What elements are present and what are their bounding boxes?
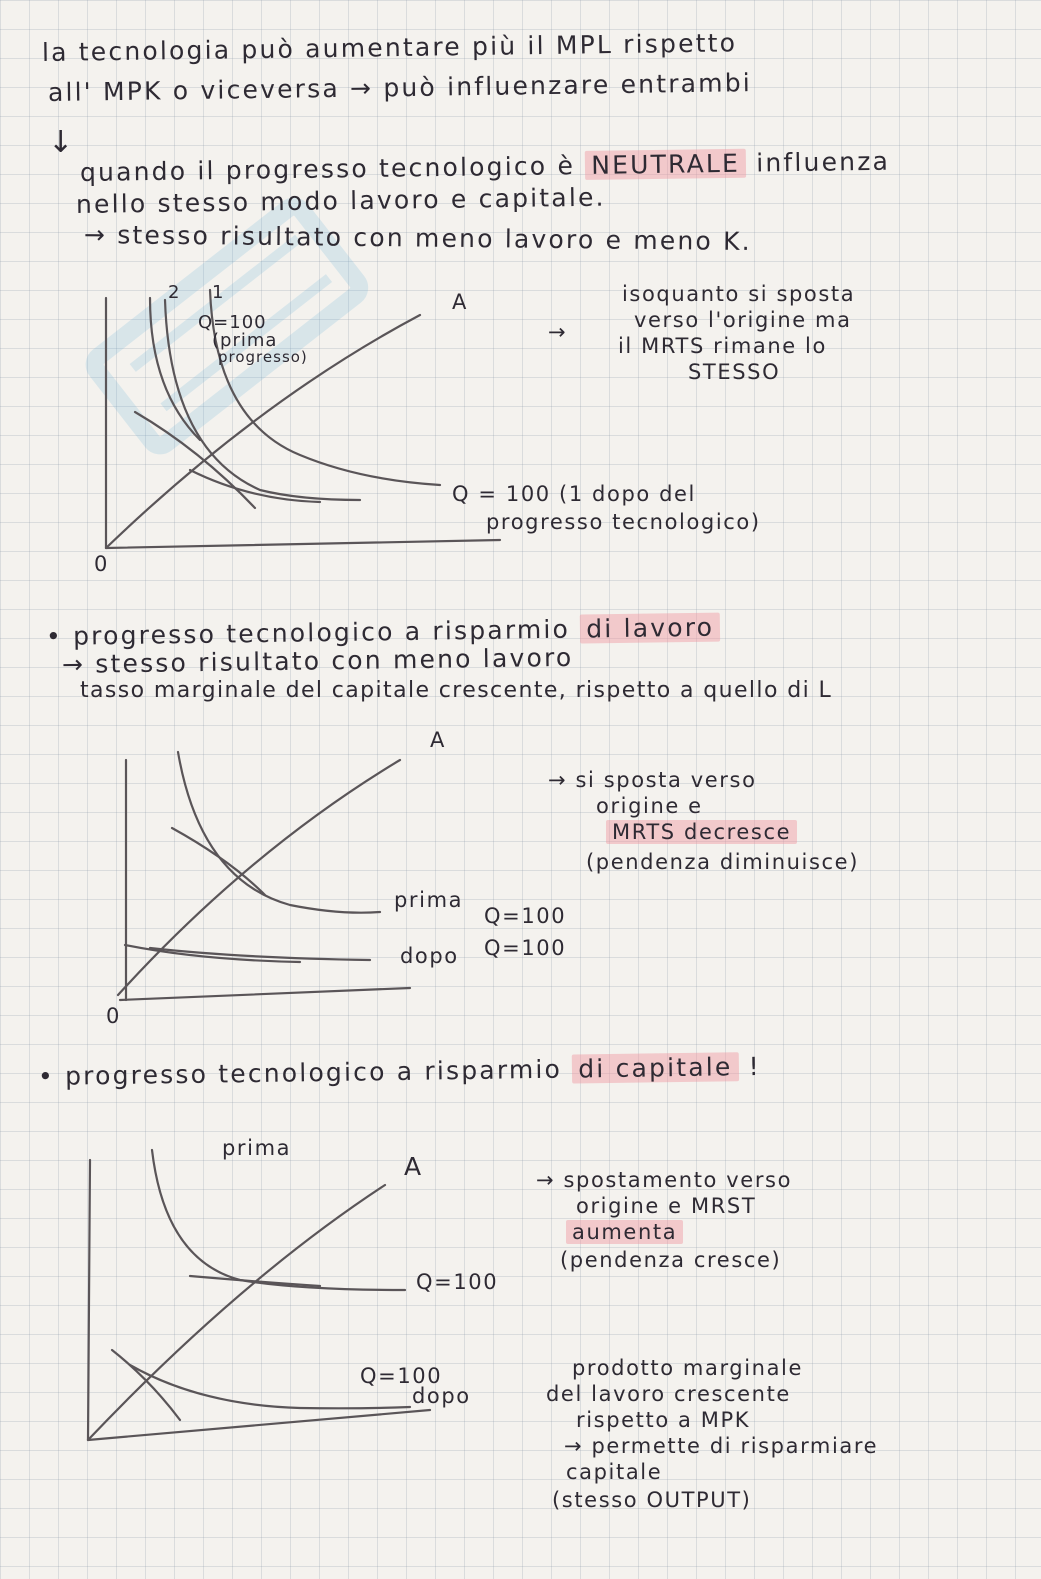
after-label-a: Q = 100 (1 dopo del bbox=[452, 482, 696, 506]
labor-highlight: di lavoro bbox=[580, 613, 720, 644]
capital-note2-3: rispetto a MPK bbox=[576, 1408, 751, 1432]
before-label-a: (prima bbox=[212, 330, 278, 351]
graph3-isoquant-before-b bbox=[190, 1276, 320, 1286]
labor-note-highlight: MRTS decresce bbox=[606, 820, 797, 844]
capital-note-1: → spostamento verso bbox=[536, 1168, 793, 1192]
graph2-after-q: Q=100 bbox=[484, 936, 567, 960]
capital-line-1-b: ! bbox=[748, 1051, 762, 1082]
intro-line-2: all' MPK o viceversa → può influenzare entrambi bbox=[47, 68, 753, 107]
intro-line-1: la tecnologia può aumentare più il MPL rispetto bbox=[41, 28, 738, 67]
neutral-note-3: il MRTS rimane lo bbox=[618, 334, 827, 358]
capital-note2-2: del lavoro crescente bbox=[546, 1382, 791, 1406]
labor-note-1: → si sposta verso bbox=[548, 768, 757, 792]
capital-highlight: di capitale bbox=[572, 1052, 739, 1083]
graph2-before-label: prima bbox=[394, 888, 464, 912]
capital-note-highlight: aumenta bbox=[566, 1220, 683, 1244]
before-label-b: progresso) bbox=[218, 348, 308, 366]
neutral-line-2: nello stesso modo lavoro e capitale. bbox=[75, 182, 606, 219]
ray-label-a: A bbox=[452, 290, 468, 314]
capital-line-1-a: • progresso tecnologico a risparmio bbox=[37, 1054, 563, 1091]
before-label-q: Q=100 bbox=[198, 312, 267, 333]
origin-label: 0 bbox=[94, 552, 109, 576]
curve-label-1: 1 bbox=[212, 282, 225, 303]
capital-note2-1: prodotto marginale bbox=[572, 1356, 804, 1380]
neutral-highlight: NEUTRALE bbox=[585, 149, 746, 180]
neutral-note-1: isoquanto si sposta bbox=[622, 282, 856, 306]
neutral-line-1-b: influenza bbox=[755, 146, 891, 178]
down-arrow: ↓ bbox=[48, 125, 76, 160]
graph2-before-q: Q=100 bbox=[484, 904, 567, 928]
graph3-before-q: Q=100 bbox=[416, 1270, 499, 1294]
neutral-line-3: → stesso risultato con meno lavoro e meno K. bbox=[83, 220, 752, 256]
capital-note-hl bbox=[566, 1222, 683, 1243]
labor-note-2: origine e bbox=[596, 794, 703, 818]
neutral-note-4: STESSO bbox=[688, 360, 781, 384]
graph3-y-axis bbox=[88, 1160, 90, 1440]
curve-label-2: 2 bbox=[168, 282, 181, 303]
neutral-note-arrow: → bbox=[548, 320, 568, 344]
capital-note2-4: → permette di risparmiare bbox=[564, 1434, 879, 1458]
graph3-x-axis bbox=[88, 1410, 430, 1440]
capital-note-2: origine e MRST bbox=[576, 1194, 757, 1218]
capital-note-4: (pendenza cresce) bbox=[560, 1248, 782, 1272]
labor-line-3: tasso marginale del capitale crescente, rispetto a quello di L bbox=[80, 678, 833, 703]
graph2-ray-label: A bbox=[430, 728, 446, 752]
labor-note-4: (pendenza diminuisce) bbox=[586, 850, 859, 874]
labor-line-2: → stesso risultato con meno lavoro bbox=[61, 642, 574, 679]
graph3-after-q: Q=100 bbox=[360, 1364, 443, 1388]
capital-note2-6: (stesso OUTPUT) bbox=[552, 1488, 752, 1512]
capital-note2-5: capitale bbox=[566, 1460, 663, 1484]
graph2-origin: 0 bbox=[106, 1004, 121, 1028]
labor-line-1-a: • progresso tecnologico a risparmio bbox=[45, 614, 571, 651]
after-label-b: progresso tecnologico) bbox=[486, 510, 761, 534]
graph2-after-label: dopo bbox=[400, 944, 459, 968]
graph3-isoquant-before bbox=[152, 1150, 405, 1290]
graph3-ray-label: A bbox=[404, 1152, 424, 1181]
graph3-after-label: dopo bbox=[412, 1384, 471, 1408]
neutral-line-1-a: quando il progresso tecnologico è bbox=[79, 151, 576, 187]
graph3-before-label: prima bbox=[222, 1136, 292, 1160]
neutral-note-2: verso l'origine ma bbox=[634, 308, 852, 332]
